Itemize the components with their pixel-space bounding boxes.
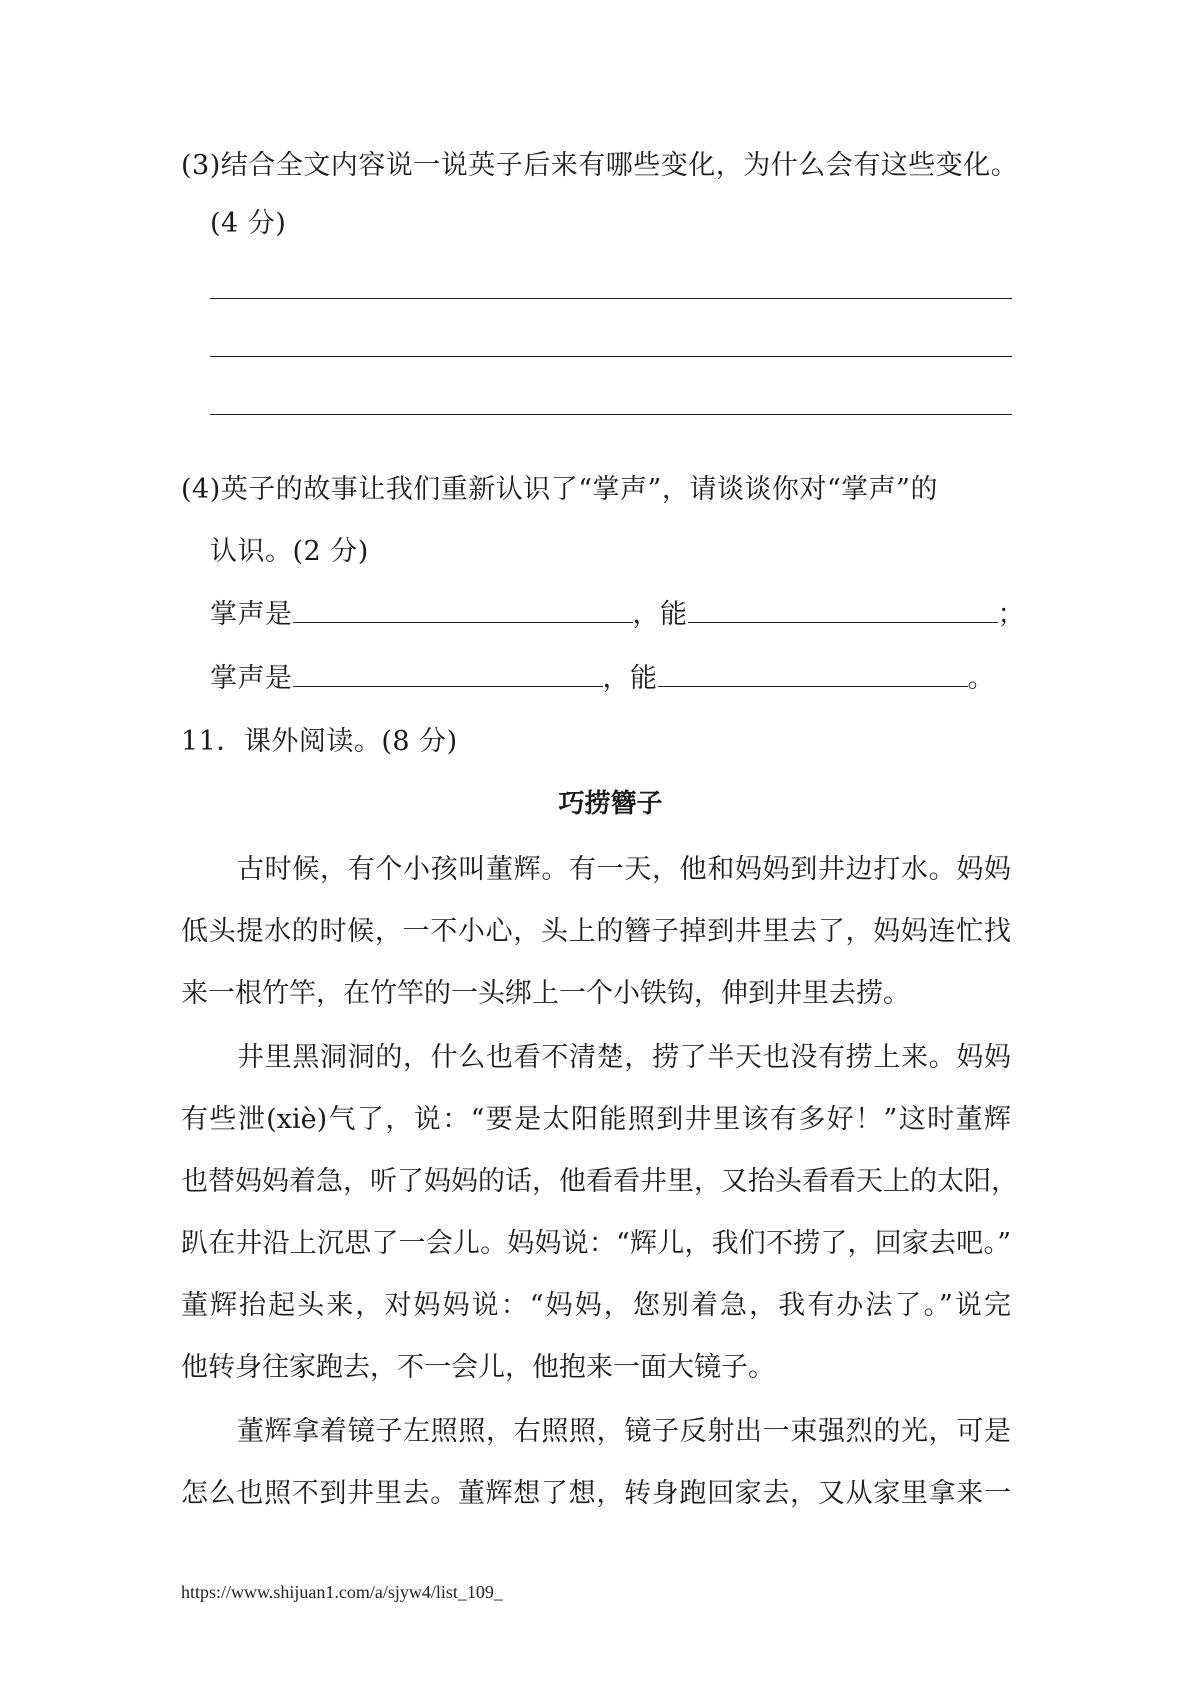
q3-prompt-line1: (3)结合全文内容说一说英子后来有哪些变化，为什么会有这些变化。 — [181, 150, 1019, 181]
q4-blank-row-2 — [210, 660, 995, 697]
q11-header: 11．课外阅读。(8 分) — [181, 726, 458, 757]
q3-score: (4 分) — [210, 208, 287, 239]
fill-blank[interactable] — [293, 660, 603, 687]
footer-url: https://www.shijuan1.com/a/sjyw4/list_109_ — [181, 1582, 503, 1602]
blank-row-end: 。 — [967, 663, 995, 694]
blank-row-end: ； — [997, 599, 1025, 630]
passage-line: 趴在井沿上沉思了一会儿。妈妈说：“辉儿，我们不捞了，回家去吧。” — [181, 1228, 1011, 1259]
blank-row-mid: ，能 — [632, 599, 688, 630]
fill-blank[interactable] — [658, 660, 968, 687]
q4-prompt-line2: 认识。(2 分) — [210, 536, 369, 567]
answer-line-1[interactable] — [210, 298, 1012, 299]
passage-line: 董辉拿着镜子左照照，右照照，镜子反射出一束强烈的光，可是 — [237, 1416, 1011, 1447]
passage-line: 怎么也照不到井里去。董辉想了想，转身跑回家去，又从家里拿来一 — [181, 1478, 1011, 1509]
passage-line: 井里黑洞洞的，什么也看不清楚，捞了半天也没有捞上来。妈妈 — [237, 1042, 1011, 1073]
passage-title: 巧捞簪子 — [558, 789, 663, 819]
passage-line: 古时候，有个小孩叫董辉。有一天，他和妈妈到井边打水。妈妈 — [237, 854, 1011, 885]
blank-row-mid: ，能 — [602, 663, 658, 694]
blank-row-prefix: 掌声是 — [210, 599, 293, 630]
passage-line: 有些泄(xiè)气了，说：“要是太阳能照到井里该有多好！”这时董辉 — [181, 1104, 1011, 1135]
fill-blank[interactable] — [293, 596, 633, 623]
answer-line-2[interactable] — [210, 356, 1012, 357]
q4-blank-row-1 — [210, 596, 1025, 633]
fill-blank[interactable] — [688, 596, 998, 623]
passage-line: 董辉抬起头来，对妈妈说：“妈妈，您别着急，我有办法了。”说完 — [181, 1290, 1011, 1321]
passage-line: 他转身往家跑去，不一会儿，他抱来一面大镜子。 — [181, 1352, 775, 1383]
passage-line: 低头提水的时候，一不小心，头上的簪子掉到井里去了，妈妈连忙找 — [181, 916, 1011, 947]
answer-line-3[interactable] — [210, 414, 1012, 415]
blank-row-prefix: 掌声是 — [210, 663, 293, 694]
passage-line: 也替妈妈着急，听了妈妈的话，他看看井里，又抬头看看天上的太阳， — [181, 1166, 1018, 1197]
q4-prompt-line1: (4)英子的故事让我们重新认识了“掌声”，请谈谈你对“掌声”的 — [181, 474, 938, 505]
passage-line: 来一根竹竿，在竹竿的一头绑上一个小铁钩，伸到井里去捞。 — [181, 978, 910, 1009]
